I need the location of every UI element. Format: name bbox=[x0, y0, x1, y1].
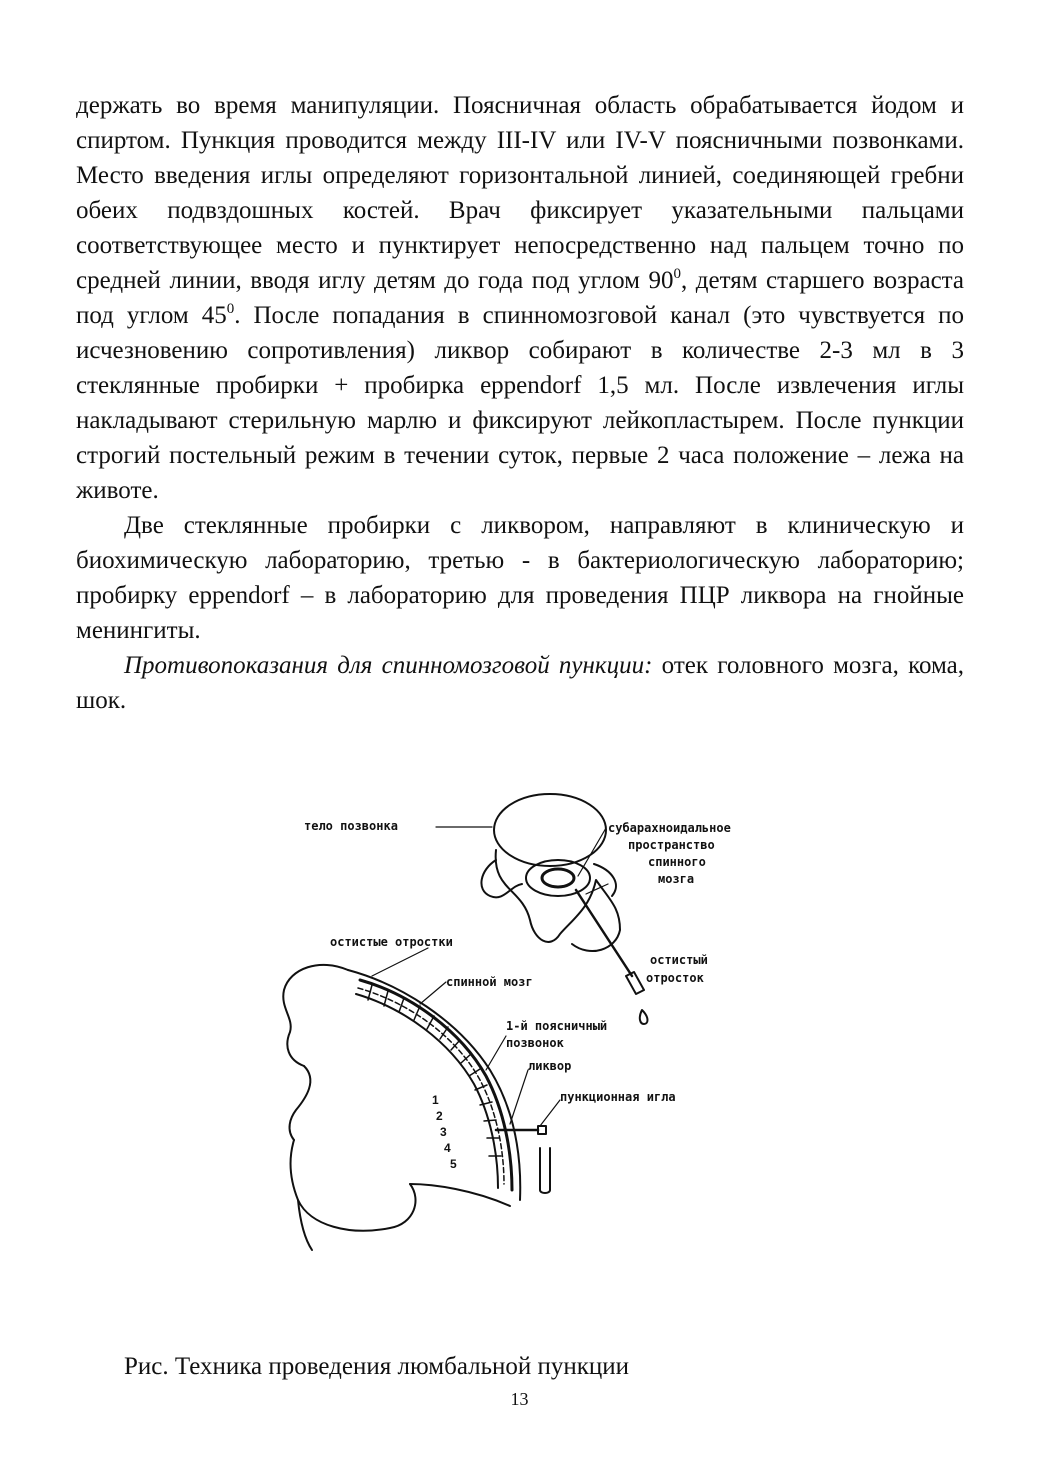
label-spinous-process-2: отросток bbox=[646, 971, 704, 985]
label-puncture-needle: пункционная игла bbox=[560, 1090, 676, 1104]
body-text bbox=[76, 88, 964, 718]
vertebral-body-ellipse bbox=[494, 794, 606, 866]
lumbar-puncture-diagram bbox=[260, 780, 780, 1280]
label-subarachnoid-4: мозга bbox=[658, 872, 695, 886]
label-spinous-processes: остистые отростки bbox=[330, 935, 453, 949]
csf-drop-icon bbox=[640, 1010, 648, 1024]
patient-face-outline bbox=[290, 1066, 311, 1140]
contraindications-text: отек головного мозга, кома, шок. bbox=[76, 652, 964, 714]
procedure-text-1: держать во время манипуляции. Поясничная область обрабатывается йодом и спиртом. Пункция проводится между III-IV или IV-V поясничными позвонками. Место введения иглы определяют горизонтальной линией, соединяющей гребни обеих подвздошных костей. Врач фиксирует указательными пальцами соответствующее место и пунктирует непосредственно над пальцем точно по средней линии, вводя иглу детям до года под углом 90 bbox=[76, 92, 964, 294]
patient-head-outline bbox=[283, 965, 348, 1066]
label-first-lumbar-2: позвонок bbox=[506, 1036, 564, 1050]
patient-back-outline bbox=[348, 970, 520, 1200]
label-spinous-process-1: остистый bbox=[650, 953, 708, 967]
degree-superscript-1: 0 bbox=[673, 266, 682, 282]
vertebra-number-1: 1 bbox=[432, 1093, 439, 1107]
contraindications-heading: Противопоказания для спинномозговой пункции: bbox=[124, 652, 653, 679]
label-subarachnoid-2: пространство bbox=[628, 838, 715, 852]
label-first-lumbar-1: 1-й поясничный bbox=[506, 1019, 608, 1033]
label-csf: ликвор bbox=[528, 1059, 572, 1073]
label-subarachnoid-3: спинного bbox=[648, 855, 706, 869]
spinal-cord bbox=[358, 988, 504, 1184]
lumbar-puncture-figure bbox=[260, 780, 780, 1280]
vertebra-number-2: 2 bbox=[436, 1109, 443, 1123]
degree-superscript-2: 0 bbox=[226, 301, 235, 317]
procedure-text-2: , детям старшего возраста под углом 45 bbox=[76, 267, 964, 329]
figure-caption: Рис. Техника проведения люмбальной пункции bbox=[124, 1353, 630, 1380]
paragraph-tubes: Две стеклянные пробирки с ликвором, направляют в клиническую и биохимическую лабораторию, третью - в бактериологическую лабораторию; пробирку eppendorf – в лабораторию для проведения ПЦР ликвора на гнойные менингиты. bbox=[76, 512, 964, 644]
patient-arm-outline bbox=[291, 1140, 416, 1231]
patient-thigh-outline bbox=[298, 1200, 312, 1250]
procedure-text-3: . После попадания в спинномозговой канал (это чувствуется по исчезновению сопротивления) ликвор собирают в количестве 2-3 мл в 3 стеклянные пробирки + пробирка eppendorf 1,5 мл. После извлечения иглы накладывают стерильную марлю и фиксируют лейкопластырем. После пункции строгий постельный режим в течении суток, первые 2 часа положение – лежа на животе. bbox=[76, 302, 964, 504]
label-subarachnoid-1: субарахноидальное bbox=[608, 821, 731, 835]
label-spinal-cord: спинной мозг bbox=[446, 975, 533, 989]
csf-collection-tube bbox=[540, 1148, 550, 1193]
spinal-column-inner bbox=[356, 994, 498, 1188]
spinal-column-outer bbox=[360, 980, 512, 1190]
paragraph-procedure bbox=[76, 88, 964, 508]
patient-leg-outline bbox=[410, 1184, 510, 1206]
page-number: 13 bbox=[510, 1389, 529, 1409]
paragraph-contraindications bbox=[76, 648, 964, 718]
label-vertebral-body: тело позвонка bbox=[304, 819, 398, 833]
vertebra-number-3: 3 bbox=[440, 1125, 447, 1139]
vertebra-number-5: 5 bbox=[450, 1157, 457, 1171]
cross-section-needle-hub bbox=[626, 972, 644, 994]
spinal-cord-section bbox=[542, 869, 574, 887]
cross-section-needle bbox=[576, 890, 632, 976]
vertebra-number-4: 4 bbox=[444, 1141, 451, 1155]
